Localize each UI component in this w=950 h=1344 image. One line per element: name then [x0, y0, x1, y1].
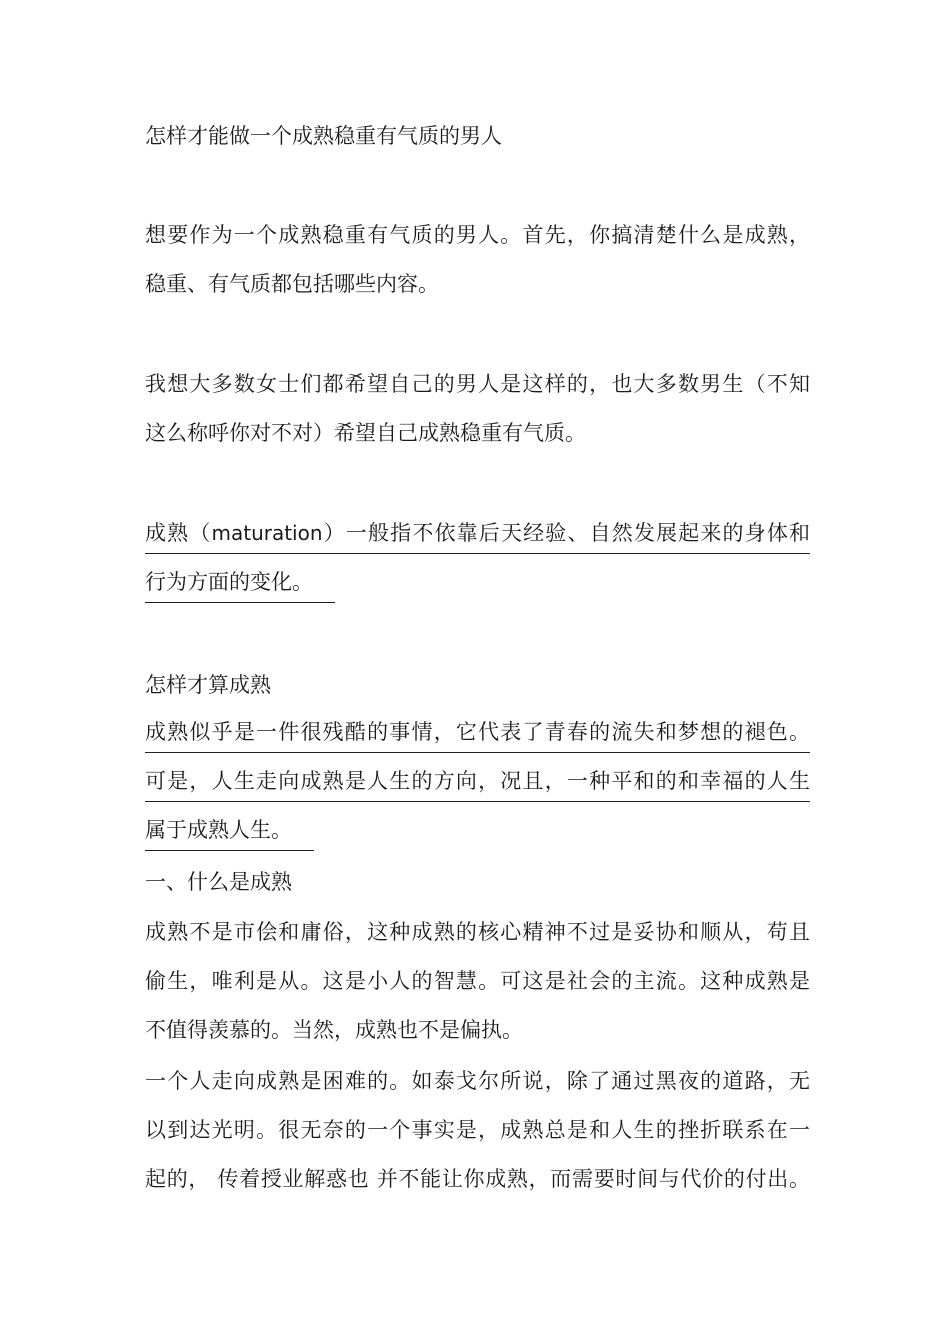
paragraph-5-line-3: 不值得羡慕的。当然，成熟也不是偏执。: [145, 1018, 523, 1042]
document-title: 怎样才能做一个成熟稳重有气质的男人: [145, 124, 502, 148]
paragraph-2-line-1: 我想大多数女士们都希望自己的男人是这样的，也大多数男生（不知: [145, 372, 810, 396]
paragraph-3-line-2-text: 行为方面的变化。: [145, 562, 335, 603]
paragraph-4-line-3-text: 属于成熟人生。: [145, 810, 314, 851]
paragraph-5-line-1: 成熟不是市侩和庸俗，这种成熟的核心精神不过是妥协和顺从，苟且: [145, 920, 810, 944]
paragraph-6: [145, 1057, 810, 1204]
section-1-heading-text: 一、什么是成熟: [145, 870, 292, 894]
paragraph-6-line-1: 一个人走向成熟是困难的。如泰戈尔所说，除了通过黑夜的道路，无: [145, 1069, 810, 1093]
paragraph-6-line-3: 起的， 传着授业解惑也 并不能让你成熟，而需要时间与代价的付出。: [145, 1167, 810, 1191]
heading-mature: [145, 661, 810, 710]
paragraph-4-line-1-text: 成熟似乎是一件很残酷的事情，它代表了青春的流失和梦想的褪色。: [145, 712, 810, 753]
paragraph-5-line-2: 偷生，唯利是从。这是小人的智慧。可这是社会的主流。这种成熟是: [145, 969, 810, 993]
paragraph-3-text-b: ）一般指不依靠后天经验、自然发展起来的身体和: [322, 521, 811, 545]
paragraph-4-line-1: [145, 712, 810, 761]
paragraph-3-line-1-text: [145, 513, 810, 554]
paragraph-4-line-3: [145, 810, 810, 859]
paragraph-4-line-2-text: 可是，人生走向成熟是人生的方向，况且，一种平和的和幸福的人生: [145, 761, 810, 802]
heading-mature-text: 怎样才算成熟: [145, 673, 271, 697]
paragraph-2: [145, 360, 810, 458]
paragraph-2-line-2: 这么称呼你对不对）希望自己成熟稳重有气质。: [145, 421, 586, 445]
paragraph-1-line-1: 想要作为一个成熟稳重有气质的男人。首先，你搞清楚什么是成熟，: [145, 223, 810, 247]
paragraph-1-line-2: 稳重、有气质都包括哪些内容。: [145, 272, 439, 296]
paragraph-3-line-2: [145, 562, 810, 611]
paragraph-3-latin-term: maturation: [211, 521, 323, 545]
paragraph-3-underlined: [145, 513, 810, 611]
document-title-block: [145, 112, 810, 161]
paragraph-1: [145, 211, 810, 309]
paragraph-6-line-2: 以到达光明。很无奈的一个事实是，成熟总是和人生的挫折联系在一: [145, 1118, 810, 1142]
section-1-heading: [145, 858, 810, 907]
paragraph-5: [145, 908, 810, 1055]
paragraph-4-line-2: [145, 761, 810, 810]
paragraph-4-underlined: [145, 712, 810, 859]
paragraph-3-text-a: 成熟（: [145, 521, 212, 545]
paragraph-3-line-1: [145, 513, 810, 562]
